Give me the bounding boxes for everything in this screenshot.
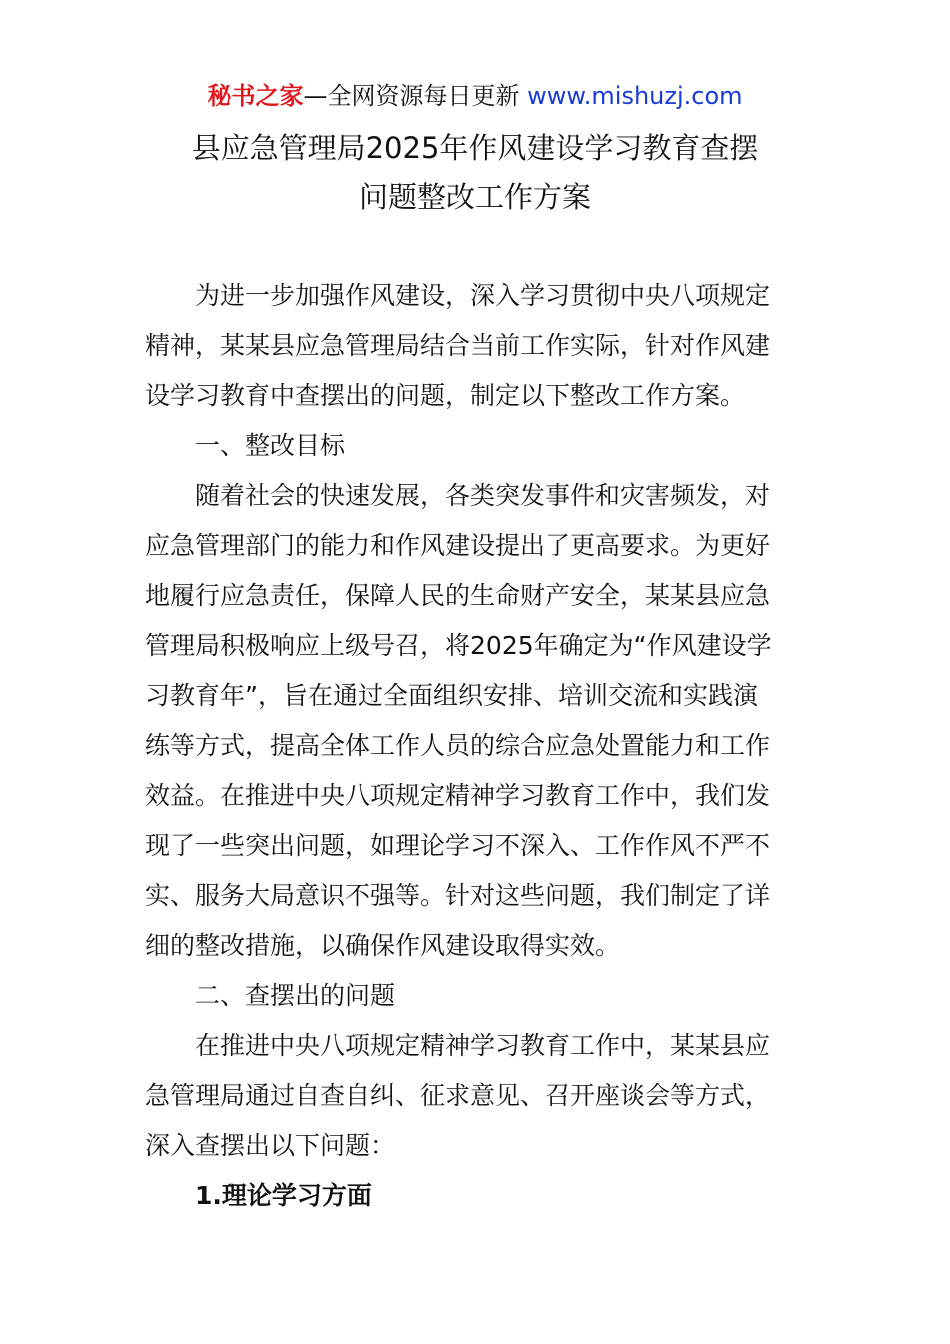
document-title-line-2: 问题整改工作方案 (358, 180, 591, 214)
intro-paragraph-line-3: 设学习教育中查摆出的问题，制定以下整改工作方案。 (145, 381, 746, 410)
goals-paragraph-line-3: 地履行应急责任，保障人民的生命财产安全，某某县应急 (145, 581, 771, 610)
site-header (0, 80, 950, 112)
goals-paragraph-line-6: 练等方式，提高全体工作人员的综合应急处置能力和工作 (145, 731, 771, 760)
problems-paragraph-line-1: 在推进中央八项规定精神学习教育工作中，某某县应 (195, 1031, 771, 1060)
section-heading-goals: 一、整改目标 (195, 431, 346, 460)
goals-paragraph-line-8: 现了一些突出问题，如理论学习不深入、工作作风不严不 (145, 831, 771, 860)
goals-paragraph-line-9: 实、服务大局意识不强等。针对这些问题，我们制定了详 (145, 881, 771, 910)
goals-paragraph-line-4: 管理局积极响应上级号召，将2025年确定为“作风建设学 (145, 631, 772, 660)
problems-paragraph-line-3: 深入查摆出以下问题： (145, 1131, 396, 1160)
goals-paragraph-line-2: 应急管理部门的能力和作风建设提出了更高要求。为更好 (145, 531, 771, 560)
site-tagline: —全网资源每日更新 (303, 82, 520, 110)
problems-paragraph-line-2: 急管理局通过自查自纠、征求意见、召开座谈会等方式， (145, 1081, 771, 1110)
document-title-line-1: 县应急管理局2025年作风建设学习教育查摆 (191, 131, 759, 165)
goals-paragraph-line-1: 随着社会的快速发展，各类突发事件和灾害频发，对 (195, 481, 771, 510)
section-heading-problems: 二、查摆出的问题 (195, 981, 396, 1010)
intro-paragraph-line-1: 为进一步加强作风建设，深入学习贯彻中央八项规定 (195, 281, 771, 310)
subheading-theory-study: 1.理论学习方面 (195, 1181, 372, 1210)
site-brand: 秘书之家 (207, 82, 304, 110)
goals-paragraph-line-5: 习教育年”，旨在通过全面组织安排、培训交流和实践演 (145, 681, 758, 710)
goals-paragraph-line-10: 细的整改措施，以确保作风建设取得实效。 (145, 931, 621, 960)
intro-paragraph-line-2: 精神，某某县应急管理局结合当前工作实际，针对作风建 (145, 331, 771, 360)
goals-paragraph-line-7: 效益。在推进中央八项规定精神学习教育工作中，我们发 (145, 781, 771, 810)
site-url-link[interactable]: www.mishuzj.com (527, 82, 743, 110)
